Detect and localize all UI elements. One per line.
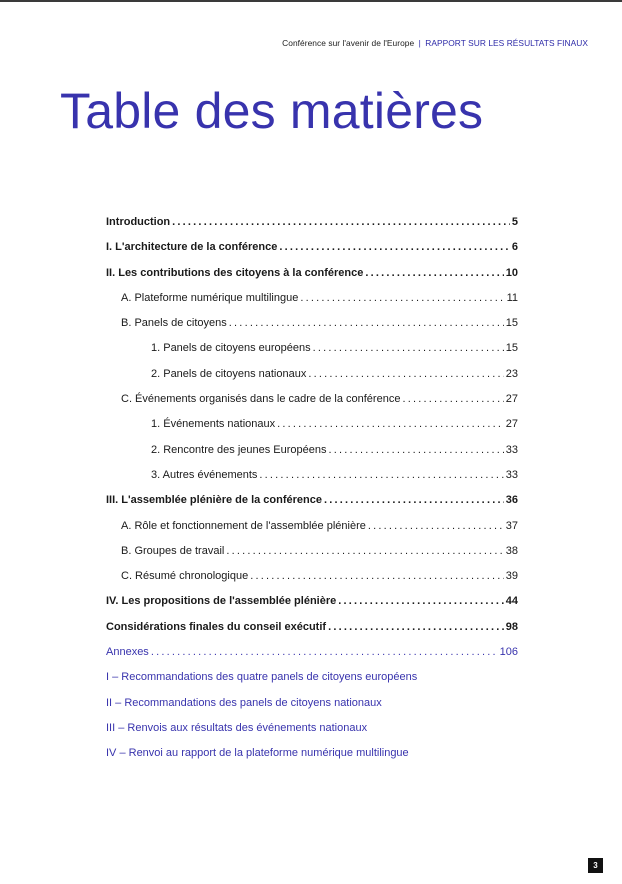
toc-entry-label: 1. Panels de citoyens européens <box>151 342 311 355</box>
toc-entry-page: 15 <box>505 342 518 355</box>
toc-annex-label: III – Renvois aux résultats des événements nationaux <box>106 721 368 734</box>
toc-leader-dots <box>277 418 504 430</box>
toc-entry-page: 38 <box>505 544 518 557</box>
page-title: Table des matières <box>60 83 484 139</box>
toc-entry[interactable] <box>106 418 518 443</box>
toc-leader-dots <box>402 393 503 405</box>
toc-leader-dots <box>313 342 504 354</box>
toc-entry-page: 27 <box>505 393 518 406</box>
toc-entry-label: 3. Autres événements <box>151 468 258 481</box>
toc-entry-page: 33 <box>505 468 518 481</box>
toc-leader-dots <box>279 241 510 253</box>
toc-leader-dots <box>229 317 504 329</box>
running-header <box>282 38 588 48</box>
toc-entry-label: III. L'assemblée plénière de la conférence <box>106 494 322 507</box>
toc-leader-dots <box>324 494 504 506</box>
table-of-contents <box>106 216 518 773</box>
toc-leader-dots <box>329 444 504 456</box>
toc-annex-label: I – Recommandations des quatre panels de citoyens européens <box>106 671 418 684</box>
toc-entry-page: 10 <box>505 266 518 279</box>
toc-entry[interactable] <box>106 317 518 342</box>
toc-leader-dots <box>151 646 498 658</box>
toc-entry-page: 27 <box>505 418 518 431</box>
header-conference: Conférence sur l'avenir de l'Europe <box>282 38 415 48</box>
toc-entry-label: A. Plateforme numérique multilingue <box>121 291 299 304</box>
toc-entry-annexes[interactable] <box>106 646 518 671</box>
toc-entry-label: B. Groupes de travail <box>121 544 225 557</box>
toc-entry-label: A. Rôle et fonctionnement de l'assemblée plénière <box>121 519 366 532</box>
toc-entry-label: I. L'architecture de la conférence <box>106 241 278 254</box>
toc-entry-label: II. Les contributions des citoyens à la conférence <box>106 266 364 279</box>
toc-entry-page: 11 <box>506 291 518 304</box>
toc-entry-page: 106 <box>499 646 518 659</box>
toc-entry[interactable] <box>106 393 518 418</box>
toc-entry-label: Introduction <box>106 216 171 228</box>
toc-entry-page: 23 <box>505 367 518 380</box>
toc-leader-dots <box>259 469 503 481</box>
toc-entry-page: 5 <box>511 216 518 228</box>
toc-entry[interactable] <box>106 216 518 241</box>
toc-entry-label: 2. Panels de citoyens nationaux <box>151 367 307 380</box>
toc-entry-label: IV. Les propositions de l'assemblée plénière <box>106 595 337 608</box>
toc-entry-label: C. Résumé chronologique <box>121 570 249 583</box>
toc-leader-dots <box>368 520 504 532</box>
toc-entry[interactable] <box>106 621 518 646</box>
toc-entry-label: 1. Événements nationaux <box>151 418 276 431</box>
toc-entry-page: 15 <box>505 317 518 330</box>
toc-entry-label: C. Événements organisés dans le cadre de la conférence <box>121 393 401 406</box>
toc-entry[interactable] <box>106 494 518 519</box>
toc-leader-dots <box>226 545 503 557</box>
toc-entry[interactable] <box>106 545 518 570</box>
top-rule <box>0 0 622 2</box>
toc-entry[interactable] <box>106 241 518 266</box>
toc-entry[interactable] <box>106 520 518 545</box>
toc-entry-page: 98 <box>505 620 518 633</box>
toc-entry-label: B. Panels de citoyens <box>121 317 227 330</box>
toc-annex-link[interactable] <box>106 722 518 747</box>
toc-leader-dots <box>308 368 503 380</box>
toc-entry-label: Considérations finales du conseil exécutif <box>106 620 327 633</box>
toc-entry-page: 44 <box>505 595 518 608</box>
toc-annex-link[interactable] <box>106 747 518 772</box>
toc-leader-dots <box>365 267 503 279</box>
toc-entry[interactable] <box>106 292 518 317</box>
toc-entry[interactable] <box>106 570 518 595</box>
toc-entry[interactable] <box>106 444 518 469</box>
toc-entry[interactable] <box>106 267 518 292</box>
toc-entry-page: 39 <box>505 570 518 583</box>
toc-entry-page: 33 <box>505 443 518 456</box>
header-separator: | <box>418 38 421 48</box>
toc-annex-link[interactable] <box>106 671 518 696</box>
toc-leader-dots <box>172 216 510 228</box>
toc-annex-label: IV – Renvoi au rapport de la plateforme numérique multilingue <box>106 747 409 760</box>
toc-leader-dots <box>300 292 504 304</box>
page-number: 3 <box>588 858 603 873</box>
toc-entry[interactable] <box>106 368 518 393</box>
toc-annex-label: II – Recommandations des panels de citoyens nationaux <box>106 696 382 709</box>
toc-leader-dots <box>250 570 504 582</box>
toc-entry-label: 2. Rencontre des jeunes Européens <box>151 443 327 456</box>
toc-leader-dots <box>338 595 504 607</box>
toc-entry-page: 37 <box>505 519 518 532</box>
toc-entry[interactable] <box>106 469 518 494</box>
toc-entry-page: 36 <box>505 494 518 507</box>
toc-leader-dots <box>328 621 504 633</box>
toc-entry-label: Annexes <box>106 646 149 659</box>
toc-annex-link[interactable] <box>106 697 518 722</box>
toc-entry[interactable] <box>106 595 518 620</box>
toc-entry[interactable] <box>106 342 518 367</box>
toc-entry-page: 6 <box>511 241 518 254</box>
header-report: RAPPORT SUR LES RÉSULTATS FINAUX <box>425 38 588 48</box>
